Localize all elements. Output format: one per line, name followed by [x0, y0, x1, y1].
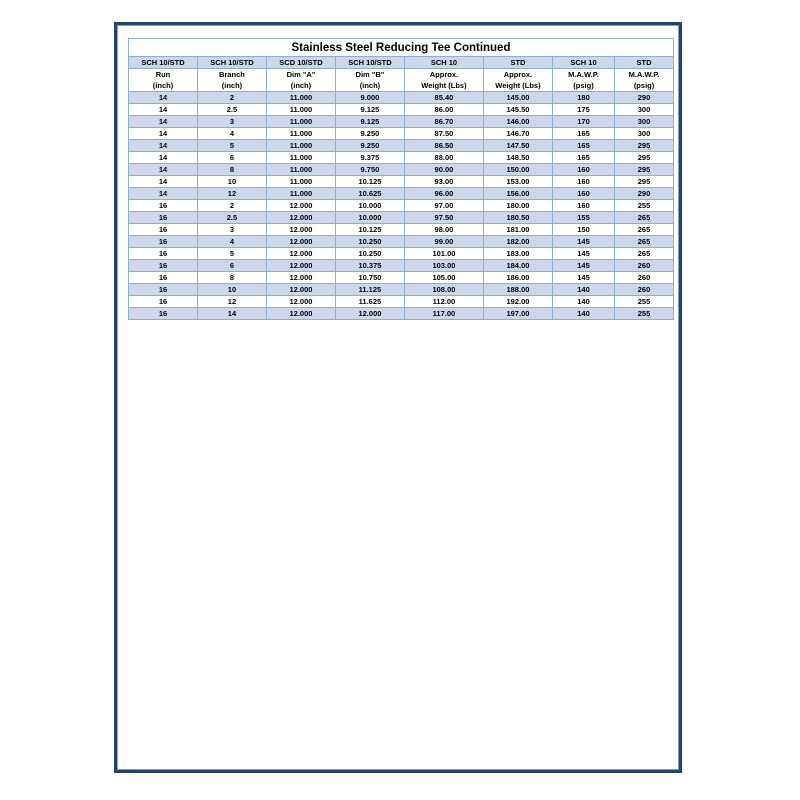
column-header-line: (psig)	[573, 81, 594, 90]
column-header-schedule: STD	[483, 57, 552, 69]
table-cell: 16	[129, 272, 198, 284]
table-cell: 10.125	[335, 176, 404, 188]
column-header-line: (inch)	[221, 81, 243, 90]
column-header-line: Weight (Lbs)	[421, 81, 467, 90]
column-header-line: (inch)	[359, 81, 381, 90]
table-cell: 93.00	[404, 176, 483, 188]
column-header-line: (inch)	[152, 81, 174, 90]
table-row	[129, 164, 674, 176]
table-head	[129, 39, 674, 92]
table-row	[129, 260, 674, 272]
column-header-line: M.A.W.P.	[568, 70, 599, 79]
table-cell: 86.00	[404, 104, 483, 116]
table-cell: 14	[129, 116, 198, 128]
table-cell: 3	[197, 224, 266, 236]
table-cell: 16	[129, 284, 198, 296]
header-row-labels	[129, 69, 674, 92]
table-cell: 2	[197, 92, 266, 104]
table-cell: 12.000	[266, 296, 335, 308]
table-cell: 165	[552, 152, 614, 164]
table-cell: 295	[615, 140, 674, 152]
table-row	[129, 128, 674, 140]
table-cell: 12.000	[266, 236, 335, 248]
table-cell: 16	[129, 212, 198, 224]
table-cell: 4	[197, 236, 266, 248]
table-cell: 155	[552, 212, 614, 224]
column-header-schedule: SCH 10/STD	[129, 57, 198, 69]
table-cell: 14	[129, 176, 198, 188]
table-cell: 295	[615, 164, 674, 176]
table-cell: 97.00	[404, 200, 483, 212]
table-cell: 101.00	[404, 248, 483, 260]
table-cell: 14	[197, 308, 266, 320]
table-cell: 14	[129, 92, 198, 104]
table-row	[129, 308, 674, 320]
table-body	[129, 92, 674, 320]
column-header-label	[335, 69, 404, 92]
table-cell: 10.250	[335, 248, 404, 260]
table-cell: 10.625	[335, 188, 404, 200]
table-row	[129, 104, 674, 116]
table-cell: 10.375	[335, 260, 404, 272]
table-cell: 255	[615, 308, 674, 320]
table-cell: 265	[615, 236, 674, 248]
table-cell: 140	[552, 296, 614, 308]
table-cell: 97.50	[404, 212, 483, 224]
table-row	[129, 224, 674, 236]
table-cell: 145.50	[483, 104, 552, 116]
table-cell: 11.000	[266, 176, 335, 188]
table-cell: 2.5	[197, 104, 266, 116]
table-cell: 265	[615, 212, 674, 224]
table-cell: 10.000	[335, 200, 404, 212]
column-header-line: Approx.	[503, 70, 533, 79]
table-cell: 165	[552, 140, 614, 152]
table-cell: 8	[197, 164, 266, 176]
table-cell: 12	[197, 188, 266, 200]
table-cell: 12	[197, 296, 266, 308]
page-border-frame	[114, 22, 682, 773]
table-row	[129, 248, 674, 260]
column-header-line: Weight (Lbs)	[495, 81, 541, 90]
table-cell: 184.00	[483, 260, 552, 272]
table-cell: 145	[552, 272, 614, 284]
column-header-line: Run	[155, 70, 171, 79]
table-cell: 14	[129, 104, 198, 116]
table-cell: 300	[615, 128, 674, 140]
table-row	[129, 116, 674, 128]
table-cell: 5	[197, 248, 266, 260]
table-cell: 180.00	[483, 200, 552, 212]
table-cell: 11.000	[266, 104, 335, 116]
table-cell: 170	[552, 116, 614, 128]
column-header-line: Branch	[219, 70, 245, 79]
column-header-schedule: SCD 10/STD	[266, 57, 335, 69]
table-cell: 11.125	[335, 284, 404, 296]
column-header-line: Approx.	[429, 70, 459, 79]
table-cell: 153.00	[483, 176, 552, 188]
title-row	[129, 39, 674, 57]
table-cell: 14	[129, 140, 198, 152]
table-cell: 11.000	[266, 164, 335, 176]
table-cell: 300	[615, 104, 674, 116]
table-cell: 12.000	[266, 308, 335, 320]
table-cell: 86.70	[404, 116, 483, 128]
table-cell: 99.00	[404, 236, 483, 248]
table-cell: 16	[129, 200, 198, 212]
table-cell: 160	[552, 200, 614, 212]
table-cell: 3	[197, 116, 266, 128]
table-row	[129, 284, 674, 296]
table-cell: 4	[197, 128, 266, 140]
table-cell: 165	[552, 128, 614, 140]
column-header-label	[266, 69, 335, 92]
table-cell: 148.50	[483, 152, 552, 164]
table-cell: 14	[129, 152, 198, 164]
table-cell: 300	[615, 116, 674, 128]
table-cell: 150.00	[483, 164, 552, 176]
table-cell: 2.5	[197, 212, 266, 224]
table-cell: 146.70	[483, 128, 552, 140]
table-cell: 290	[615, 188, 674, 200]
table-cell: 255	[615, 296, 674, 308]
column-header-schedule: SCH 10	[552, 57, 614, 69]
table-cell: 260	[615, 284, 674, 296]
table-cell: 96.00	[404, 188, 483, 200]
column-header-label	[129, 69, 198, 92]
table-cell: 12.000	[266, 224, 335, 236]
table-cell: 295	[615, 152, 674, 164]
table-cell: 11.000	[266, 188, 335, 200]
table-row	[129, 296, 674, 308]
table-cell: 14	[129, 188, 198, 200]
column-header-line: Dim "A"	[286, 70, 316, 79]
table-cell: 16	[129, 236, 198, 248]
table-row	[129, 92, 674, 104]
table-cell: 145	[552, 260, 614, 272]
table-cell: 12.000	[266, 212, 335, 224]
table-cell: 88.00	[404, 152, 483, 164]
table-cell: 192.00	[483, 296, 552, 308]
header-row-schedule	[129, 57, 674, 69]
table-cell: 11.000	[266, 92, 335, 104]
table-cell: 180.50	[483, 212, 552, 224]
table-title: Stainless Steel Reducing Tee Continued	[129, 39, 674, 57]
table-cell: 10	[197, 176, 266, 188]
table-cell: 150	[552, 224, 614, 236]
table-cell: 14	[129, 128, 198, 140]
table-row	[129, 212, 674, 224]
column-header-label	[197, 69, 266, 92]
table-cell: 183.00	[483, 248, 552, 260]
column-header-label	[552, 69, 614, 92]
table-cell: 12.000	[266, 272, 335, 284]
column-header-line: (inch)	[290, 81, 312, 90]
table-row	[129, 140, 674, 152]
table-cell: 175	[552, 104, 614, 116]
table-row	[129, 200, 674, 212]
table-cell: 10.250	[335, 236, 404, 248]
table-cell: 9.250	[335, 140, 404, 152]
table-cell: 260	[615, 272, 674, 284]
table-cell: 140	[552, 284, 614, 296]
table-cell: 117.00	[404, 308, 483, 320]
table-cell: 16	[129, 224, 198, 236]
table-cell: 12.000	[335, 308, 404, 320]
table-cell: 11.000	[266, 128, 335, 140]
table-row	[129, 176, 674, 188]
table-cell: 16	[129, 260, 198, 272]
table-cell: 90.00	[404, 164, 483, 176]
table-cell: 160	[552, 176, 614, 188]
table-cell: 12.000	[266, 200, 335, 212]
table-cell: 87.50	[404, 128, 483, 140]
table-cell: 11.000	[266, 152, 335, 164]
table-cell: 290	[615, 92, 674, 104]
table-cell: 108.00	[404, 284, 483, 296]
table-cell: 265	[615, 248, 674, 260]
table-cell: 12.000	[266, 284, 335, 296]
table-cell: 188.00	[483, 284, 552, 296]
table-cell: 9.125	[335, 116, 404, 128]
table-cell: 9.375	[335, 152, 404, 164]
table-cell: 146.00	[483, 116, 552, 128]
reducing-tee-table	[128, 38, 674, 320]
table-cell: 182.00	[483, 236, 552, 248]
table-cell: 10.000	[335, 212, 404, 224]
column-header-line: (psig)	[633, 81, 655, 90]
table-cell: 140	[552, 308, 614, 320]
table-cell: 11.625	[335, 296, 404, 308]
table-cell: 160	[552, 188, 614, 200]
table-cell: 160	[552, 164, 614, 176]
table-cell: 9.750	[335, 164, 404, 176]
table-cell: 11.000	[266, 116, 335, 128]
table-row	[129, 152, 674, 164]
table-cell: 2	[197, 200, 266, 212]
table-cell: 10	[197, 284, 266, 296]
table-cell: 181.00	[483, 224, 552, 236]
table-cell: 12.000	[266, 260, 335, 272]
column-header-label	[404, 69, 483, 92]
column-header-label	[483, 69, 552, 92]
column-header-line: Dim "B"	[355, 70, 385, 79]
column-header-schedule: STD	[615, 57, 674, 69]
table-cell: 9.125	[335, 104, 404, 116]
table-row	[129, 272, 674, 284]
table-container	[128, 38, 674, 320]
table-cell: 6	[197, 152, 266, 164]
column-header-line: M.A.W.P.	[628, 70, 660, 79]
table-cell: 145	[552, 236, 614, 248]
table-row	[129, 188, 674, 200]
table-cell: 180	[552, 92, 614, 104]
table-cell: 85.40	[404, 92, 483, 104]
table-row	[129, 236, 674, 248]
table-cell: 8	[197, 272, 266, 284]
table-cell: 86.50	[404, 140, 483, 152]
table-cell: 260	[615, 260, 674, 272]
table-cell: 9.000	[335, 92, 404, 104]
table-cell: 16	[129, 308, 198, 320]
table-cell: 10.750	[335, 272, 404, 284]
table-cell: 295	[615, 176, 674, 188]
table-cell: 12.000	[266, 248, 335, 260]
table-cell: 10.125	[335, 224, 404, 236]
table-cell: 156.00	[483, 188, 552, 200]
table-cell: 145.00	[483, 92, 552, 104]
table-cell: 9.250	[335, 128, 404, 140]
table-cell: 6	[197, 260, 266, 272]
table-cell: 255	[615, 200, 674, 212]
table-cell: 265	[615, 224, 674, 236]
table-cell: 11.000	[266, 140, 335, 152]
table-cell: 147.50	[483, 140, 552, 152]
column-header-schedule: SCH 10/STD	[197, 57, 266, 69]
table-cell: 105.00	[404, 272, 483, 284]
table-cell: 5	[197, 140, 266, 152]
table-cell: 14	[129, 164, 198, 176]
column-header-label	[615, 69, 674, 92]
table-cell: 16	[129, 248, 198, 260]
table-cell: 145	[552, 248, 614, 260]
table-cell: 186.00	[483, 272, 552, 284]
column-header-schedule: SCH 10	[404, 57, 483, 69]
column-header-schedule: SCH 10/STD	[335, 57, 404, 69]
table-cell: 112.00	[404, 296, 483, 308]
table-cell: 16	[129, 296, 198, 308]
table-cell: 98.00	[404, 224, 483, 236]
table-cell: 103.00	[404, 260, 483, 272]
table-cell: 197.00	[483, 308, 552, 320]
